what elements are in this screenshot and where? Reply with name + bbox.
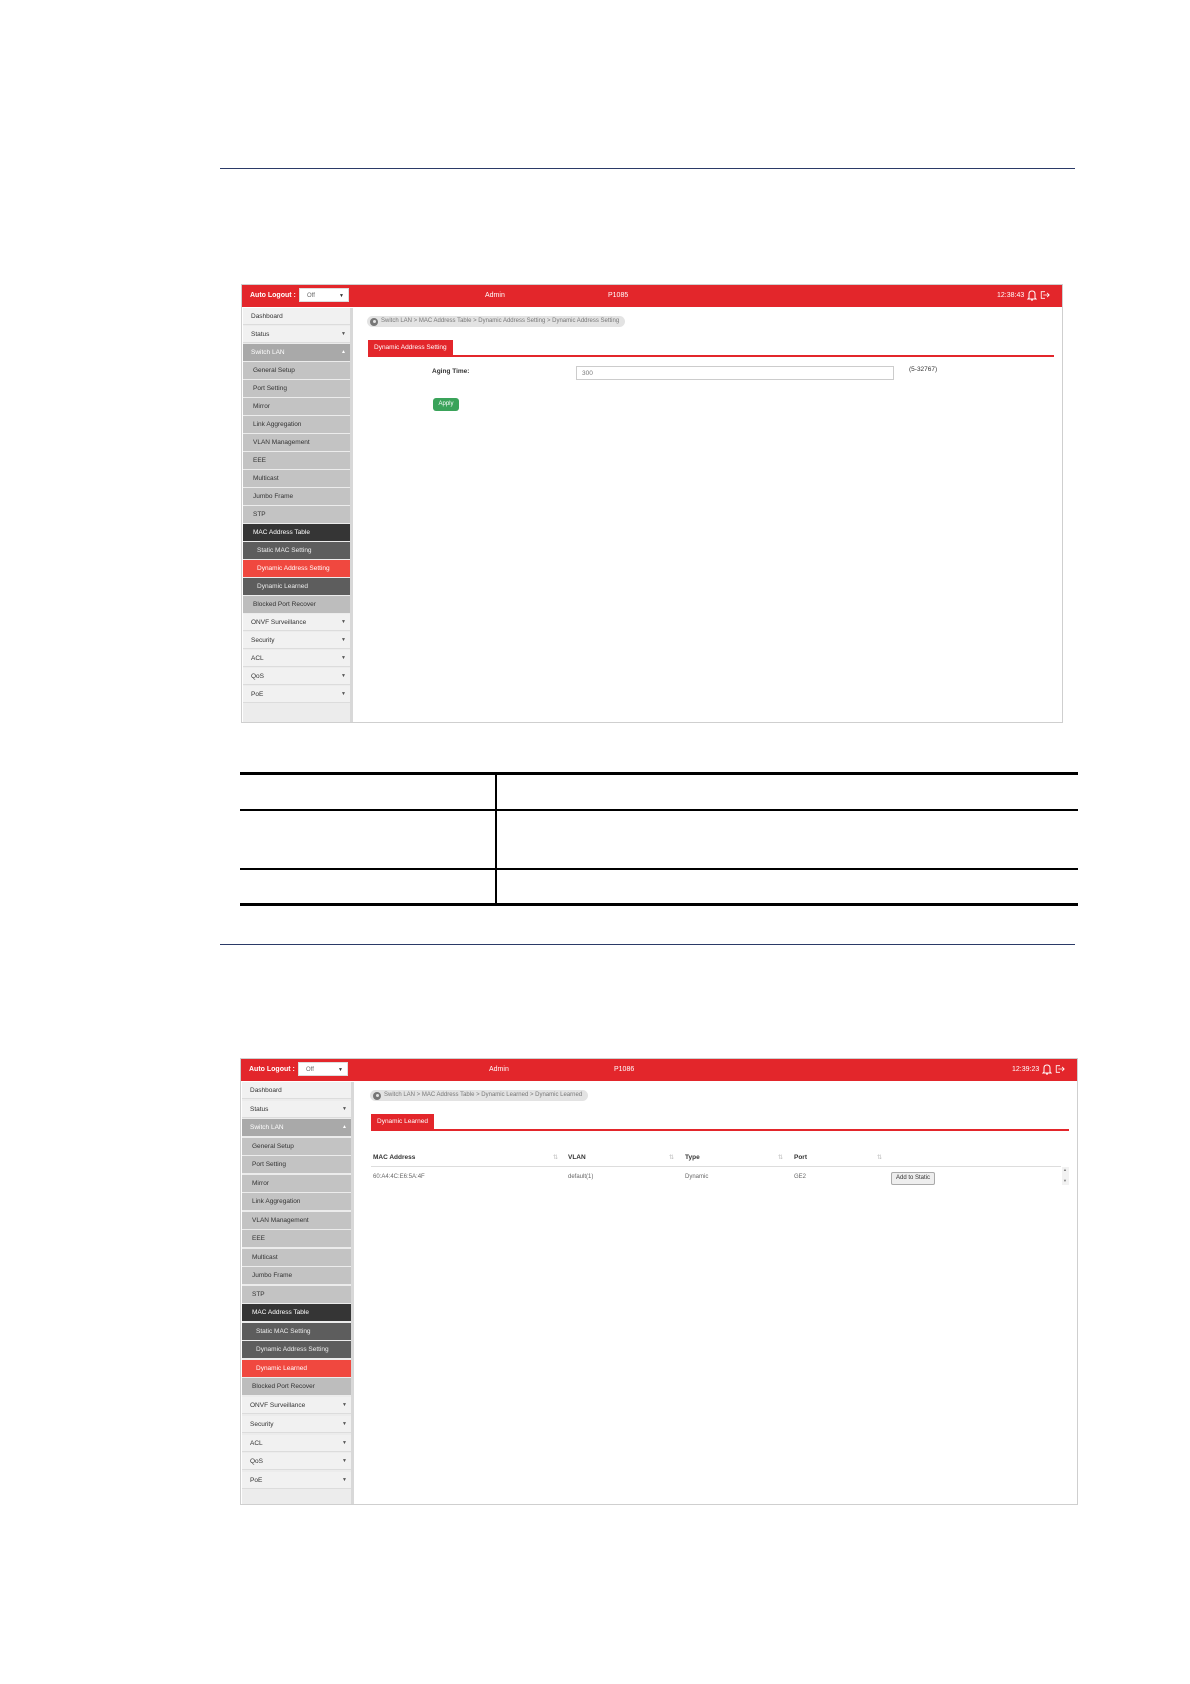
sort-icon[interactable]: ⇅ — [553, 1155, 559, 1161]
sidebar-item-general-setup[interactable]: General Setup — [243, 362, 353, 379]
sidebar-item-static-mac-setting[interactable]: Static MAC Setting — [242, 1323, 354, 1340]
sidebar-item-port-setting[interactable]: Port Setting — [242, 1156, 354, 1173]
tab-dynamic-learned[interactable]: Dynamic Learned — [371, 1114, 434, 1129]
sidebar-item-mirror[interactable]: Mirror — [242, 1175, 354, 1192]
chevron-down-icon: ▼ — [342, 1440, 347, 1446]
sort-icon[interactable]: ⇅ — [778, 1155, 784, 1161]
chevron-down-icon: ▼ — [342, 1106, 347, 1112]
table-column-divider — [495, 772, 497, 906]
column-header-vlan[interactable]: VLAN — [568, 1154, 586, 1161]
breadcrumb: Switch LAN > MAC Address Table > Dynamic Address Setting > Dynamic Address Setting — [367, 316, 625, 327]
sidebar-item-poe[interactable]: PoE ▼ — [243, 686, 353, 703]
cell-type: Dynamic — [685, 1174, 709, 1180]
chevron-down-icon: ▼ — [341, 331, 346, 337]
chevron-down-icon: ▼ — [342, 1458, 347, 1464]
sidebar-item-link-aggregation[interactable]: Link Aggregation — [243, 416, 353, 433]
aging-time-label: Aging Time: — [432, 368, 470, 375]
model-label: P1086 — [614, 1066, 635, 1073]
user-label: Admin — [485, 292, 505, 299]
sidebar-item-vlan-management[interactable]: VLAN Management — [243, 434, 353, 451]
sidebar-item-status[interactable]: Status ▼ — [243, 326, 353, 343]
model-label: P1085 — [608, 292, 629, 299]
chevron-down-icon: ▼ — [342, 1402, 347, 1408]
sidebar-item-vlan-management[interactable]: VLAN Management — [242, 1212, 354, 1229]
sidebar-item-acl[interactable]: ACL ▼ — [243, 650, 353, 667]
logout-icon[interactable] — [1055, 1063, 1065, 1075]
apply-button[interactable]: Apply — [433, 398, 459, 411]
sidebar-item-onvf-surveillance[interactable]: ONVF Surveillance ▼ — [242, 1397, 354, 1414]
sidebar-item-mac-address-table[interactable]: MAC Address Table — [243, 524, 353, 541]
aging-time-input[interactable]: 300 — [576, 366, 894, 380]
user-label: Admin — [489, 1066, 509, 1073]
sidebar-item-eee[interactable]: EEE — [242, 1230, 354, 1247]
table-top-rule — [240, 772, 1078, 775]
cell-mac-address: 60:A4:4C:E6:5A:4F — [373, 1174, 425, 1180]
sidebar-item-security[interactable]: Security ▼ — [243, 632, 353, 649]
top-bar — [242, 285, 1062, 307]
scroll-down-icon[interactable]: ▼ — [1063, 1178, 1067, 1183]
chevron-up-icon: ▲ — [341, 349, 346, 355]
sidebar-item-status[interactable]: Status ▼ — [242, 1101, 354, 1118]
table-row-divider — [240, 868, 1078, 870]
chevron-down-icon: ▼ — [341, 691, 346, 697]
sidebar-item-dynamic-address-setting[interactable]: Dynamic Address Setting — [242, 1341, 354, 1358]
screenshot-dynamic-address-setting — [241, 284, 1063, 723]
table-bottom-rule — [240, 903, 1078, 906]
sidebar-item-jumbo-frame[interactable]: Jumbo Frame — [243, 488, 353, 505]
table-row-divider — [240, 809, 1078, 811]
chevron-down-icon: ▼ — [341, 619, 346, 625]
auto-logout-label: Auto Logout : — [250, 292, 296, 299]
sort-icon[interactable]: ⇅ — [877, 1155, 883, 1161]
clock: 12:39:23 — [1012, 1066, 1040, 1073]
sidebar-item-blocked-port-recover[interactable]: Blocked Port Recover — [243, 596, 353, 613]
sidebar-scrollbar[interactable] — [351, 1082, 354, 1504]
sidebar-item-acl[interactable]: ACL ▼ — [242, 1435, 354, 1452]
bell-icon[interactable] — [1042, 1063, 1052, 1075]
top-bar — [241, 1059, 1077, 1081]
aging-time-range: (5-32767) — [909, 366, 938, 373]
parameter-table — [240, 772, 1078, 906]
sidebar-item-blocked-port-recover[interactable]: Blocked Port Recover — [242, 1378, 354, 1395]
chevron-down-icon: ▼ — [341, 637, 346, 643]
sidebar-item-mirror[interactable]: Mirror — [243, 398, 353, 415]
header-divider — [371, 1166, 1061, 1167]
sidebar-item-link-aggregation[interactable]: Link Aggregation — [242, 1193, 354, 1210]
auto-logout-label: Auto Logout : — [249, 1066, 295, 1073]
sidebar-item-dynamic-learned[interactable]: Dynamic Learned — [243, 578, 353, 595]
sidebar-item-stp[interactable]: STP — [243, 506, 353, 523]
sidebar-item-multicast[interactable]: Multicast — [243, 470, 353, 487]
add-to-static-button[interactable]: Add to Static — [891, 1172, 935, 1185]
breadcrumb: Switch LAN > MAC Address Table > Dynamic Learned > Dynamic Learned — [370, 1090, 588, 1101]
sidebar-item-switch-lan[interactable]: Switch LAN ▲ — [243, 344, 353, 361]
sidebar-item-mac-address-table[interactable]: MAC Address Table — [242, 1304, 354, 1321]
cell-port: GE2 — [794, 1174, 807, 1180]
sidebar-item-dynamic-learned[interactable]: Dynamic Learned — [242, 1360, 354, 1377]
bell-icon[interactable] — [1027, 289, 1037, 301]
sidebar — [242, 1082, 354, 1504]
sidebar-item-static-mac-setting[interactable]: Static MAC Setting — [243, 542, 353, 559]
section-rule-bottom — [220, 944, 1075, 945]
section-rule-top — [220, 168, 1075, 169]
table-scrollbar[interactable] — [1062, 1167, 1069, 1185]
sidebar-item-multicast[interactable]: Multicast — [242, 1249, 354, 1266]
location-pin-icon — [370, 318, 378, 326]
sidebar-item-poe[interactable]: PoE ▼ — [242, 1472, 354, 1489]
scroll-up-icon[interactable]: ▲ — [1063, 1167, 1067, 1172]
sidebar-item-dashboard[interactable]: Dashboard — [243, 308, 353, 325]
clock: 12:38:43 — [997, 292, 1025, 299]
tab-underline — [368, 355, 1054, 357]
chevron-down-icon: ▼ — [342, 1477, 347, 1483]
sidebar-item-qos[interactable]: QoS ▼ — [242, 1453, 354, 1470]
sidebar-scrollbar[interactable] — [350, 308, 353, 722]
tab-dynamic-address-setting[interactable]: Dynamic Address Setting — [368, 340, 453, 355]
tab-underline — [371, 1129, 1069, 1131]
sidebar-item-security[interactable]: Security ▼ — [242, 1416, 354, 1433]
sidebar-item-onvf-surveillance[interactable]: ONVF Surveillance ▼ — [243, 614, 353, 631]
location-pin-icon — [373, 1092, 381, 1100]
sidebar-item-dashboard[interactable]: Dashboard — [242, 1082, 354, 1099]
auto-logout-select[interactable]: Off ▼ — [299, 288, 349, 302]
screenshot-dynamic-learned — [240, 1058, 1078, 1505]
column-header-mac-address[interactable]: MAC Address — [373, 1154, 416, 1161]
chevron-up-icon: ▲ — [342, 1124, 347, 1130]
sidebar-item-jumbo-frame[interactable]: Jumbo Frame — [242, 1267, 354, 1284]
sort-icon[interactable]: ⇅ — [669, 1155, 675, 1161]
chevron-down-icon: ▼ — [338, 1067, 343, 1073]
sidebar-item-dynamic-address-setting[interactable]: Dynamic Address Setting — [243, 560, 353, 577]
chevron-down-icon: ▼ — [341, 655, 346, 661]
sidebar-item-qos[interactable]: QoS ▼ — [243, 668, 353, 685]
sidebar-item-stp[interactable]: STP — [242, 1286, 354, 1303]
logout-icon[interactable] — [1040, 289, 1050, 301]
sidebar-item-switch-lan[interactable]: Switch LAN ▲ — [242, 1119, 354, 1136]
chevron-down-icon: ▼ — [339, 293, 344, 299]
cell-vlan: default(1) — [568, 1174, 594, 1180]
column-header-port[interactable]: Port — [794, 1154, 807, 1161]
column-header-type[interactable]: Type — [685, 1154, 700, 1161]
chevron-down-icon: ▼ — [342, 1421, 347, 1427]
sidebar-item-general-setup[interactable]: General Setup — [242, 1138, 354, 1155]
sidebar-item-port-setting[interactable]: Port Setting — [243, 380, 353, 397]
sidebar-item-eee[interactable]: EEE — [243, 452, 353, 469]
auto-logout-select[interactable]: Off ▼ — [298, 1062, 348, 1076]
sidebar — [243, 308, 353, 722]
chevron-down-icon: ▼ — [341, 673, 346, 679]
